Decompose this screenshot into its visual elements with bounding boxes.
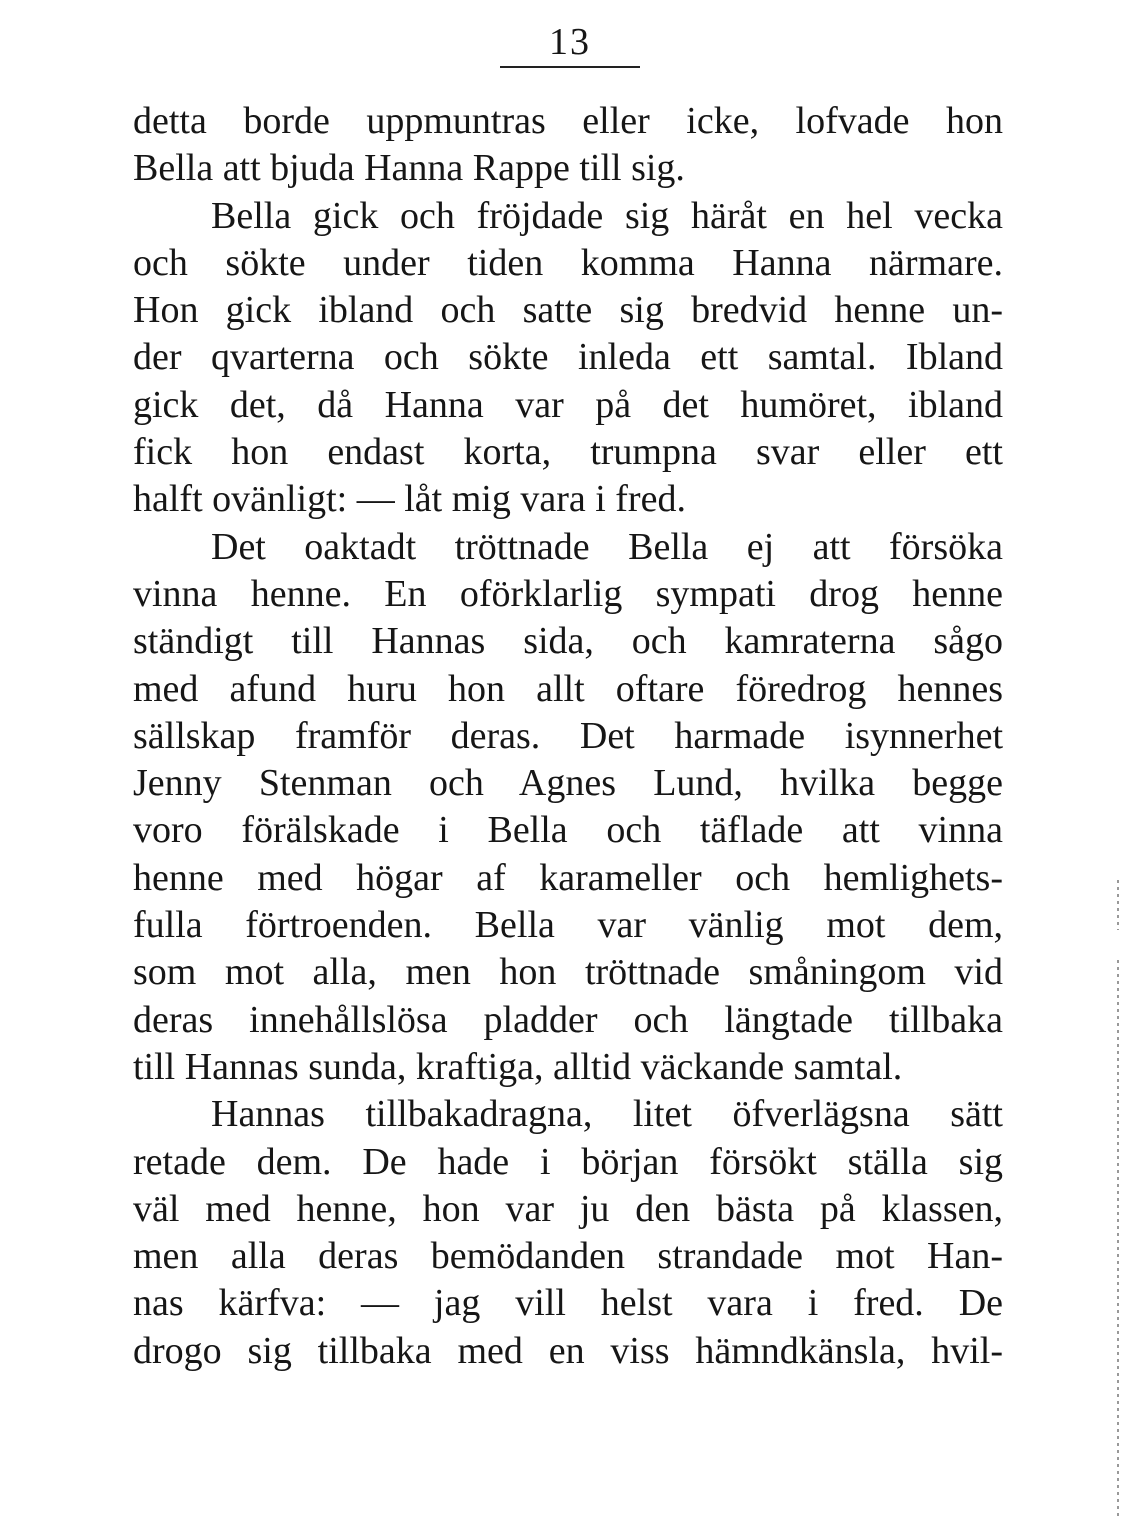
text-line: men alla deras bemödanden strandade mot Han- (133, 1235, 1003, 1278)
scan-edge-mark (1117, 880, 1119, 930)
text-line: henne med högar af karameller och hemlighets- (133, 856, 1003, 899)
text-line: som mot alla, men hon tröttnade småningom vid (133, 951, 1003, 994)
text-line: Hannas tillbakadragna, litet öfverlägsna sätt (211, 1093, 1003, 1136)
text-line: Jenny Stenman och Agnes Lund, hvilka begge (133, 762, 1003, 805)
page-number-rule (500, 66, 640, 68)
text-line: detta borde uppmuntras eller icke, lofvade hon (133, 100, 1003, 142)
text-line: voro förälskade i Bella och täflade att vinna (133, 809, 1003, 852)
text-line: med afund huru hon allt oftare föredrog hennes (133, 667, 1003, 710)
text-line: der qvarterna och sökte inleda ett samtal. Ibland (133, 336, 1003, 379)
text-line: ständigt till Hannas sida, och kamraterna sågo (133, 620, 1003, 663)
text-line: Hon gick ibland och satte sig bredvid henne un- (133, 289, 1003, 332)
text-line: fick hon endast korta, trumpna svar eller ett (133, 431, 1003, 474)
text-line: deras innehållslösa pladder och längtade tillbaka (133, 998, 1003, 1041)
text-line: gick det, då Hanna var på det humöret, ibland (133, 383, 1003, 426)
text-line: halft ovänligt: — låt mig vara i fred. (133, 478, 686, 521)
body-text (133, 98, 1003, 1375)
scan-edge-mark (1117, 960, 1119, 1520)
text-line: väl med henne, hon var ju den bästa på klassen, (133, 1187, 1003, 1230)
text-line: sällskap framför deras. Det harmade isynnerhet (133, 714, 1003, 757)
text-line: Det oaktadt tröttnade Bella ej att försöka (211, 525, 1003, 568)
page-number: 13 (549, 21, 591, 63)
text-line: drogo sig tillbaka med en viss hämndkänsla, hvil- (133, 1329, 1003, 1372)
text-line: Bella att bjuda Hanna Rappe till sig. (133, 147, 685, 190)
text-line: vinna henne. En oförklarlig sympati drog henne (133, 572, 1003, 615)
text-line: nas kärfva: — jag vill helst vara i fred. De (133, 1282, 1003, 1325)
text-line: och sökte under tiden komma Hanna närmare. (133, 241, 1003, 284)
text-line: Bella gick och fröjdade sig häråt en hel vecka (211, 194, 1003, 237)
text-line: fulla förtroenden. Bella var vänlig mot dem, (133, 904, 1003, 947)
text-line: till Hannas sunda, kraftiga, alltid väckande samtal. (133, 1045, 903, 1088)
text-line: retade dem. De hade i början försökt ställa sig (133, 1140, 1003, 1183)
